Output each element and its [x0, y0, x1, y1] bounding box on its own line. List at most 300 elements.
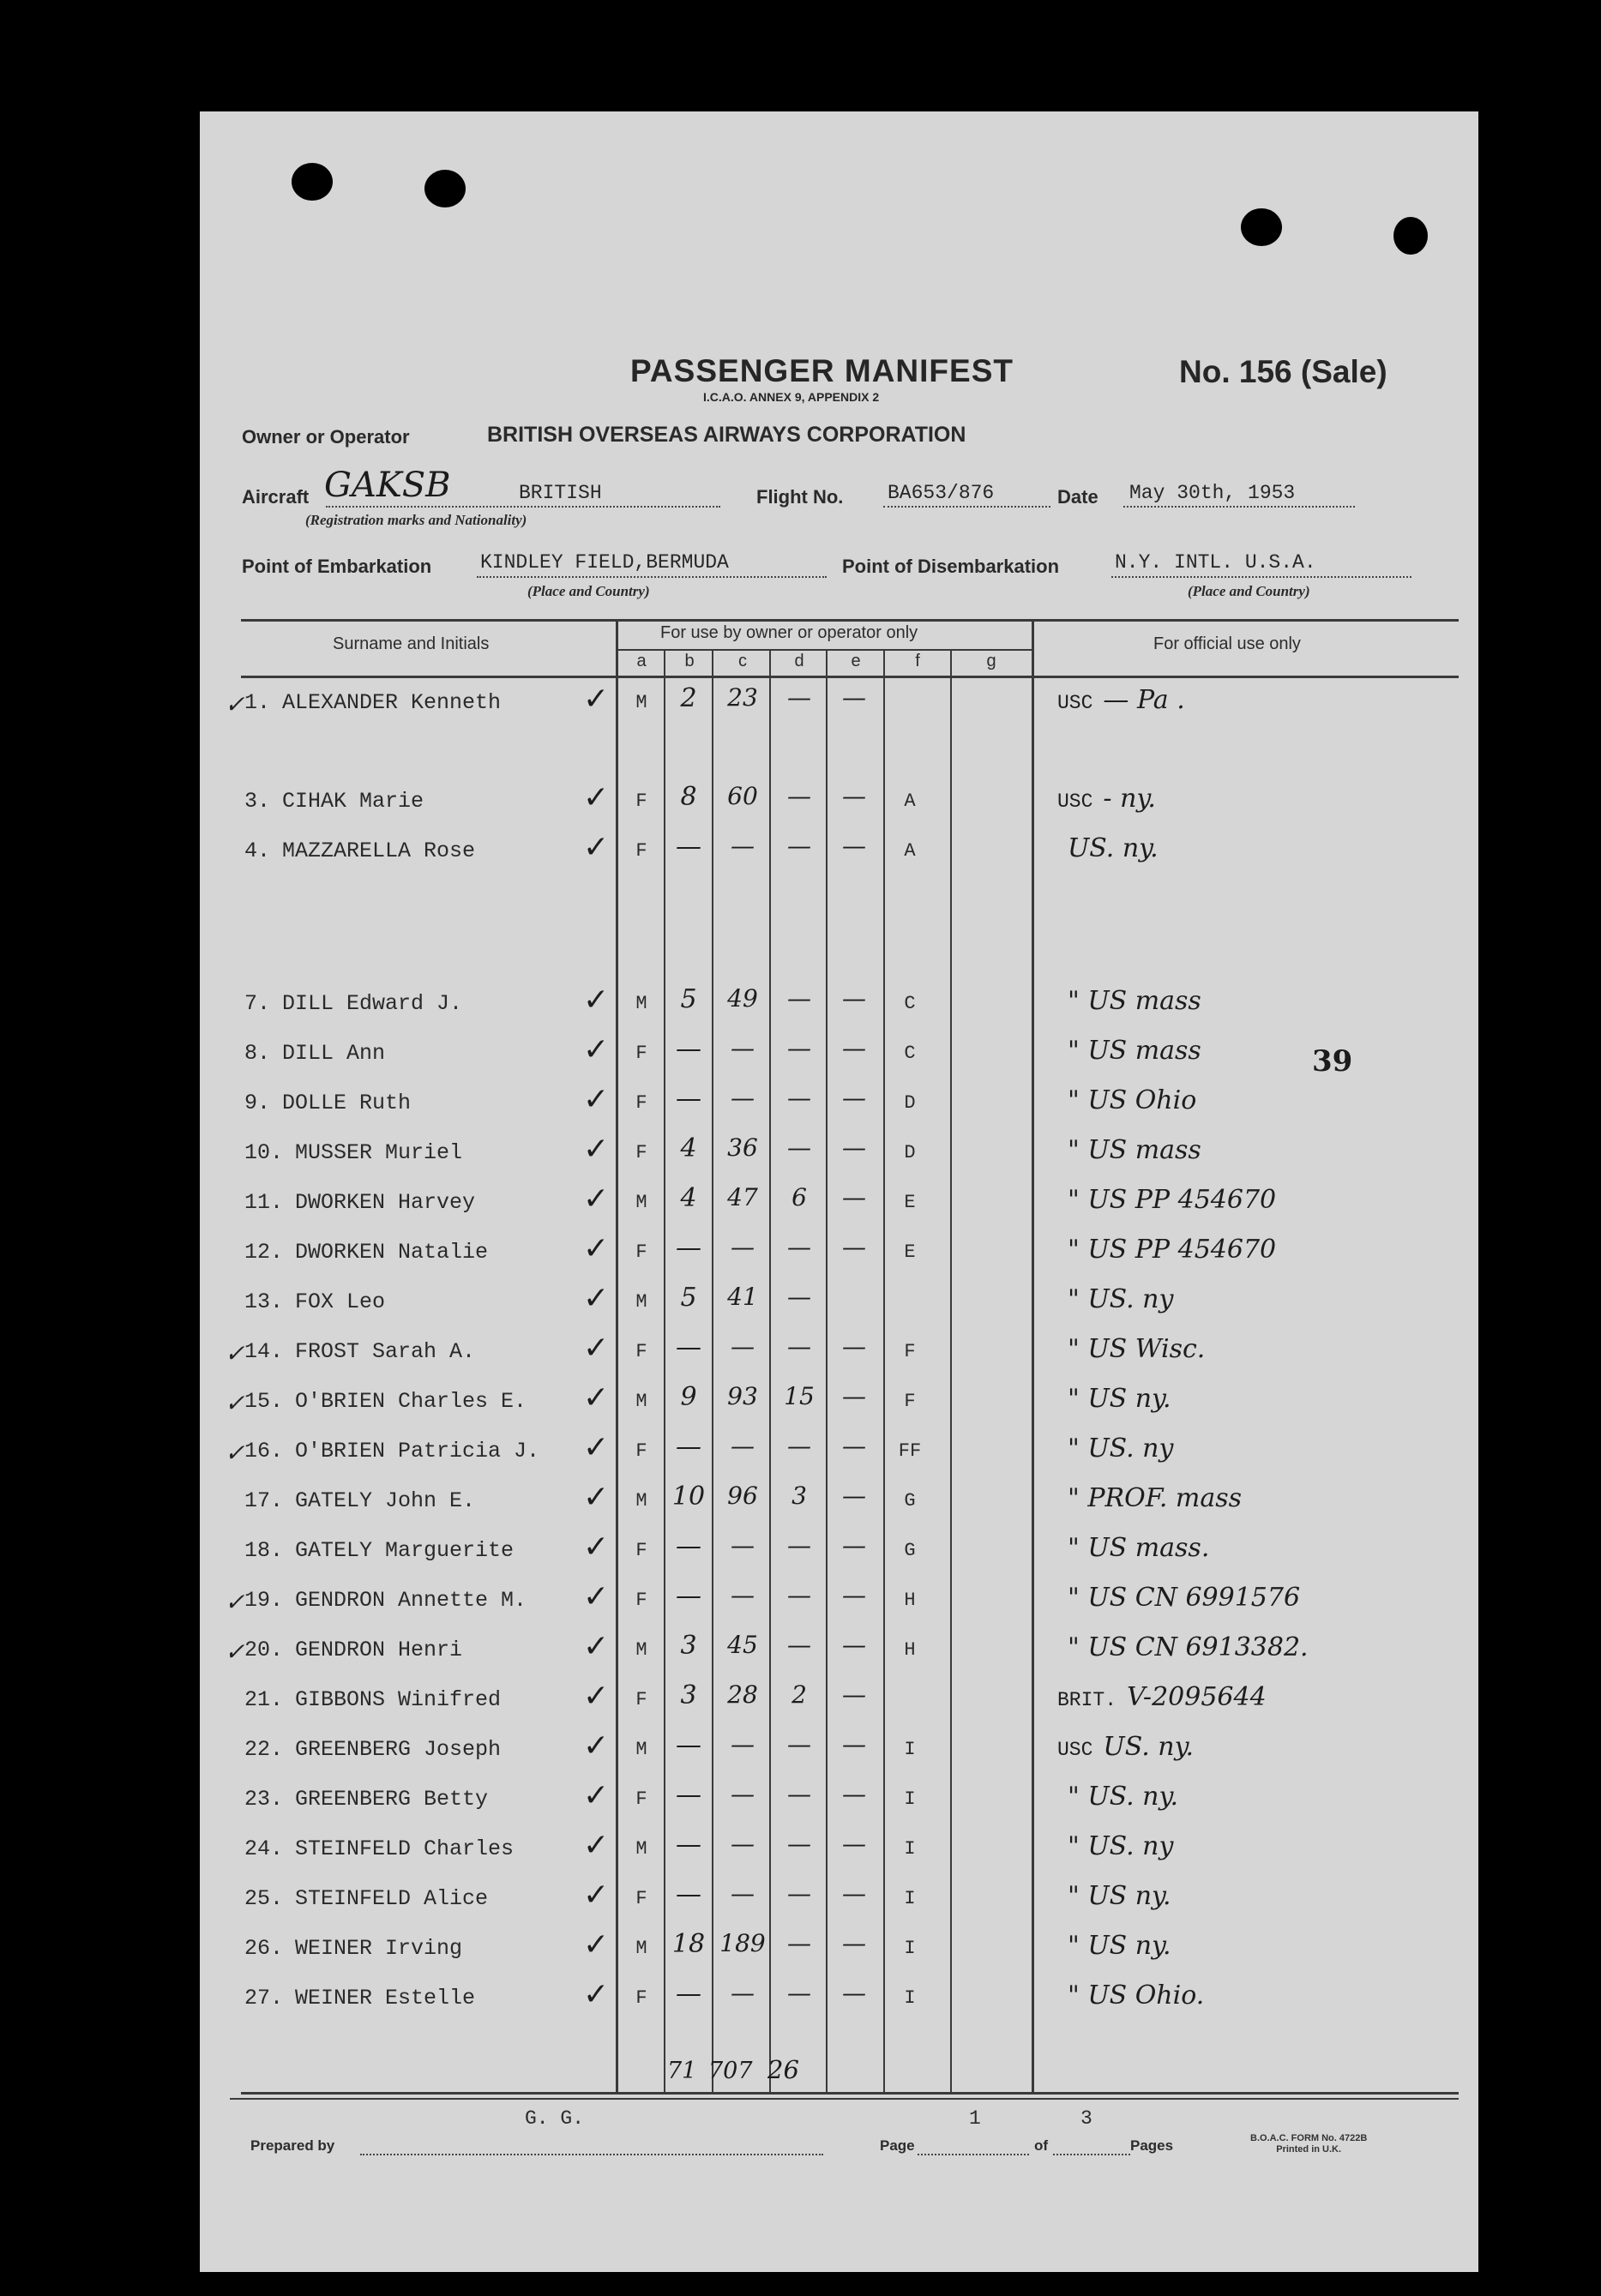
row-number: 17. [244, 1488, 284, 1513]
cell-d: — [787, 984, 811, 1013]
row-number: 15. [244, 1389, 284, 1414]
cell-d: — [787, 1730, 811, 1758]
cell-b: — [676, 1830, 701, 1860]
checkmark-icon: ✓ [583, 1530, 610, 1565]
official-handwritten: US. ny. [1103, 1732, 1195, 1762]
surname-initials: DILL Edward J. [282, 991, 463, 1016]
official-type: USC [1057, 692, 1093, 714]
official-entry [1057, 1831, 1173, 1861]
cell-c: 93 [727, 1382, 758, 1410]
cell-a-sex: F [635, 840, 647, 862]
cell-e: — [842, 1879, 866, 1908]
cell-d: 2 [791, 1680, 807, 1709]
margin-note: 39 [1312, 1044, 1353, 1079]
cell-d: 6 [791, 1183, 807, 1211]
page-subtitle: I.C.A.O. ANNEX 9, APPENDIX 2 [703, 390, 880, 404]
row-number: 12. [244, 1240, 284, 1265]
header-surname: Surname and Initials [333, 634, 490, 653]
embarkation-value: KINDLEY FIELD,BERMUDA [480, 551, 729, 574]
aircraft-underline [326, 506, 720, 508]
row-number: 14. [244, 1339, 284, 1364]
surname-initials: WEINER Estelle [295, 1986, 476, 2011]
official-entry [1057, 1881, 1171, 1911]
checkmark-icon: ✓ [583, 1828, 610, 1863]
cell-d: — [787, 1084, 811, 1112]
cell-d: — [787, 1780, 811, 1808]
cell-d: — [787, 1830, 811, 1858]
cell-d: 3 [791, 1482, 807, 1510]
cell-e: — [842, 1034, 866, 1062]
row-tick: ✓ [225, 1389, 245, 1417]
passenger-name [244, 1339, 475, 1364]
cell-b: 9 [680, 1382, 697, 1412]
cell-c: — [731, 1780, 755, 1808]
checkmark-icon: ✓ [583, 1778, 610, 1813]
pages-underline [1053, 2154, 1130, 2155]
table-top-border [241, 619, 1459, 622]
passenger-name [244, 991, 462, 1016]
passenger-name [244, 1538, 514, 1563]
cell-c: — [731, 1979, 755, 2007]
owner-label: Owner or Operator [242, 426, 410, 448]
official-entry [1057, 1980, 1204, 2011]
official-handwritten: " US ny. [1068, 1931, 1171, 1961]
cell-f: D [904, 1142, 916, 1163]
cell-f: D [904, 1092, 916, 1114]
cell-a-sex: F [635, 1987, 647, 2009]
row-number: 4. [244, 838, 271, 863]
cell-e: — [842, 1979, 866, 2007]
cell-a-sex: F [635, 1092, 647, 1114]
table-bottom-border [241, 2092, 1459, 2095]
subcol-e: e [851, 652, 861, 670]
cell-c: 28 [727, 1680, 758, 1709]
aircraft-note: (Registration marks and Nationality) [305, 512, 527, 528]
cell-b: — [676, 1432, 701, 1462]
row-number: 27. [244, 1986, 284, 2011]
official-entry [1057, 1384, 1171, 1414]
disembarkation-value: N.Y. INTL. U.S.A. [1115, 551, 1316, 574]
cell-f: F [904, 1341, 916, 1362]
official-entry [1057, 1235, 1276, 1265]
surname-initials: ALEXANDER Kenneth [282, 690, 502, 715]
surname-initials: WEINER Irving [295, 1936, 463, 1961]
cell-a-sex: M [635, 1192, 647, 1213]
surname-initials: GIBBONS Winifred [295, 1687, 502, 1712]
surname-initials: FROST Sarah A. [295, 1339, 476, 1364]
surname-initials: GREENBERG Joseph [295, 1737, 502, 1762]
row-number: 3. [244, 789, 271, 814]
surname-initials: DOLLE Ruth [282, 1091, 412, 1115]
official-entry [1057, 784, 1156, 814]
row-number: 21. [244, 1687, 284, 1712]
subcol-c: c [738, 652, 747, 670]
cell-e: — [842, 683, 866, 712]
checkmark-icon: ✓ [583, 1480, 610, 1515]
official-handwritten: " US. ny [1068, 1284, 1174, 1314]
cell-e: — [842, 1482, 866, 1510]
cell-b: — [676, 1979, 701, 2009]
cell-a-sex: F [635, 790, 647, 812]
cell-d: — [787, 832, 811, 860]
surname-initials: GENDRON Annette M. [295, 1588, 527, 1613]
cell-e: — [842, 1432, 866, 1460]
row-tick: ✓ [225, 1439, 245, 1467]
official-entry [1057, 1931, 1171, 1961]
official-handwritten: " US Ohio [1068, 1085, 1197, 1115]
flight-number: BA653/876 [888, 482, 995, 504]
official-handwritten: " US CN 6913382. [1068, 1632, 1309, 1662]
pages-label: Pages [1130, 2137, 1174, 2154]
cell-d: — [787, 1581, 811, 1609]
passenger-name [244, 789, 424, 814]
cell-b: 10 [671, 1482, 706, 1512]
official-handwritten: " US mass [1068, 1135, 1201, 1165]
passenger-name [244, 1190, 475, 1215]
row-number: 8. [244, 1041, 271, 1066]
official-type: USC [1057, 1739, 1093, 1761]
page-title: PASSENGER MANIFEST [630, 353, 1014, 388]
cell-f: I [904, 1838, 916, 1860]
cell-c: — [731, 1332, 755, 1361]
passenger-name [244, 690, 501, 715]
passenger-name [244, 1787, 488, 1812]
cell-a-sex: F [635, 1590, 647, 1611]
cell-a-sex: M [635, 993, 647, 1014]
printed-in-text: Printed in U.K. [1276, 2144, 1342, 2155]
cell-c: 45 [727, 1631, 758, 1659]
cell-a-sex: F [635, 1241, 647, 1263]
cell-b: 18 [671, 1929, 706, 1959]
official-entry [1057, 1583, 1300, 1613]
checkmark-icon: ✓ [583, 1231, 610, 1266]
checkmark-icon: ✓ [583, 830, 610, 865]
passenger-name [244, 1140, 462, 1165]
cell-d: — [787, 782, 811, 810]
page-number: 1 [969, 2107, 981, 2130]
cell-c: — [731, 1730, 755, 1758]
cell-c: 36 [727, 1133, 758, 1162]
surname-initials: FOX Leo [295, 1289, 386, 1314]
passenger-name [244, 1240, 488, 1265]
cell-f: I [904, 1739, 916, 1760]
cell-e: — [842, 782, 866, 810]
cell-f: A [904, 840, 916, 862]
surname-initials: GENDRON Henri [295, 1638, 463, 1662]
cell-b: — [676, 1084, 701, 1114]
official-handwritten: " US mass. [1068, 1533, 1210, 1563]
official-handwritten: " US. ny. [1068, 1782, 1178, 1812]
passenger-name [244, 1439, 539, 1464]
official-entry [1057, 833, 1159, 863]
cell-c: — [731, 832, 755, 860]
row-number: 19. [244, 1588, 284, 1613]
cell-c: 41 [727, 1283, 758, 1311]
surname-initials: GATELY Marguerite [295, 1538, 515, 1563]
checkmark-icon: ✓ [583, 1579, 610, 1614]
total-d: 26 [767, 2055, 799, 2084]
row-tick: ✓ [225, 690, 245, 718]
official-handwritten: " US mass [1068, 986, 1201, 1016]
surname-initials: DWORKEN Natalie [295, 1240, 489, 1265]
cell-f: FF [898, 1440, 922, 1462]
cell-f: E [904, 1241, 916, 1263]
official-handwritten: " PROF. mass [1068, 1483, 1243, 1513]
cell-e: — [842, 1780, 866, 1808]
disembarkation-underline [1111, 576, 1411, 578]
owner-value: BRITISH OVERSEAS AIRWAYS CORPORATION [487, 423, 966, 447]
subcol-d: d [794, 652, 804, 670]
cell-b: — [676, 1531, 701, 1561]
official-entry [1057, 1533, 1209, 1563]
surname-initials: O'BRIEN Charles E. [295, 1389, 527, 1414]
checkmark-icon: ✓ [583, 983, 610, 1018]
cell-b: 3 [680, 1680, 697, 1710]
cell-a-sex: F [635, 1440, 647, 1462]
cell-a-sex: M [635, 692, 647, 713]
cell-c: — [731, 1034, 755, 1062]
row-number: 24. [244, 1836, 284, 1861]
official-handwritten: - ny. [1103, 784, 1156, 814]
passenger-name [244, 1289, 385, 1314]
cell-f: I [904, 1888, 916, 1909]
total-c: 707 [708, 2058, 753, 2084]
official-handwritten: " US PP 454670 [1068, 1185, 1277, 1215]
disembarkation-label: Point of Disembarkation [842, 556, 1060, 577]
passenger-name [244, 1588, 527, 1613]
checkmark-icon: ✓ [583, 1082, 610, 1117]
checkmark-icon: ✓ [583, 1430, 610, 1465]
cell-d: — [787, 1879, 811, 1908]
cell-b: — [676, 1233, 701, 1263]
surname-initials: STEINFELD Charles [295, 1836, 515, 1861]
cell-a-sex: M [635, 1838, 647, 1860]
checkmark-icon: ✓ [583, 682, 610, 717]
surname-initials: O'BRIEN Patricia J. [295, 1439, 540, 1464]
row-number: 7. [244, 991, 271, 1016]
cell-e: — [842, 1730, 866, 1758]
cell-e: — [842, 1332, 866, 1361]
subcol-f: f [915, 652, 920, 670]
cell-d: — [787, 1034, 811, 1062]
cell-c: — [731, 1432, 755, 1460]
cell-f: H [904, 1639, 916, 1661]
page-underline [918, 2154, 1029, 2155]
cell-d: — [787, 1979, 811, 2007]
surname-initials: DILL Ann [282, 1041, 386, 1066]
official-handwritten: " US ny. [1068, 1881, 1171, 1911]
cell-d: — [787, 1332, 811, 1361]
row-number: 1. [244, 690, 271, 715]
prepared-by-underline [360, 2154, 823, 2155]
passenger-name [244, 1389, 527, 1414]
official-entry [1057, 1036, 1201, 1066]
header-owner-use: For use by owner or operator only [660, 623, 918, 642]
punch-hole-right [1241, 208, 1282, 246]
official-entry [1057, 1334, 1205, 1364]
cell-e: — [842, 1531, 866, 1560]
official-handwritten: " US ny. [1068, 1384, 1171, 1414]
official-handwritten: US. ny. [1068, 833, 1159, 863]
cell-f: A [904, 790, 916, 812]
cell-c: — [731, 1084, 755, 1112]
of-label: of [1034, 2137, 1049, 2154]
checkmark-icon: ✓ [583, 1927, 610, 1962]
passenger-name [244, 1638, 462, 1662]
checkmark-icon: ✓ [583, 1281, 610, 1316]
cell-d: — [787, 1631, 811, 1659]
cell-c: — [731, 1830, 755, 1858]
form-code-text: B.O.A.C. FORM No. 4722B [1250, 2133, 1368, 2143]
surname-initials: MAZZARELLA Rose [282, 838, 476, 863]
passenger-name [244, 1091, 411, 1115]
official-entry [1057, 1682, 1267, 1712]
cell-c: 60 [727, 782, 758, 810]
cell-d: — [787, 1133, 811, 1162]
date-label: Date [1057, 486, 1098, 508]
date-value: May 30th, 1953 [1129, 482, 1296, 504]
cell-b: — [676, 1879, 701, 1909]
checkmark-icon: ✓ [583, 1728, 610, 1764]
cell-d: — [787, 683, 811, 712]
cell-b: — [676, 1034, 701, 1064]
official-type: USC [1057, 790, 1093, 813]
official-entry [1057, 986, 1201, 1016]
cell-b: 8 [680, 782, 697, 812]
cell-b: — [676, 1581, 701, 1611]
checkmark-icon: ✓ [583, 1679, 610, 1714]
official-entry [1057, 1433, 1173, 1464]
cell-f: F [904, 1391, 916, 1412]
cell-a-sex: M [635, 1739, 647, 1760]
cell-a-sex: F [635, 1540, 647, 1561]
cell-c: — [731, 1581, 755, 1609]
cell-d: — [787, 1283, 811, 1311]
cell-a-sex: F [635, 1142, 647, 1163]
embarkation-note: (Place and Country) [527, 583, 650, 599]
prepared-by-label: Prepared by [250, 2137, 335, 2154]
cell-f: I [904, 1938, 916, 1959]
passenger-name [244, 1687, 501, 1712]
passenger-name [244, 1488, 475, 1513]
official-entry [1057, 1732, 1194, 1762]
prepared-by-value: G. G. [525, 2107, 585, 2130]
cell-d: — [787, 1531, 811, 1560]
subcol-a: a [636, 652, 647, 670]
row-number: 20. [244, 1638, 284, 1662]
cell-c: 47 [727, 1183, 758, 1211]
official-entry [1057, 1135, 1201, 1165]
surname-initials: STEINFELD Alice [295, 1886, 489, 1911]
cell-b: — [676, 1730, 701, 1760]
cell-e: — [842, 1680, 866, 1709]
table-header-bottom [241, 676, 1459, 678]
cell-e: — [842, 1133, 866, 1162]
cell-a-sex: F [635, 1788, 647, 1810]
cell-d: — [787, 1233, 811, 1261]
cell-e: — [842, 1183, 866, 1211]
checkmark-icon: ✓ [583, 1132, 610, 1167]
row-tick: ✓ [225, 1588, 245, 1616]
cell-b: — [676, 832, 701, 862]
cell-b: 4 [680, 1133, 697, 1163]
cell-e: — [842, 1382, 866, 1410]
cell-a-sex: M [635, 1490, 647, 1512]
official-entry [1057, 1284, 1173, 1314]
official-handwritten: " US. ny [1068, 1831, 1174, 1861]
cell-f: G [904, 1490, 916, 1512]
official-handwritten: " US. ny [1068, 1433, 1174, 1464]
row-number: 25. [244, 1886, 284, 1911]
cell-c: 23 [727, 683, 758, 712]
subcol-g: g [986, 652, 996, 670]
row-number: 13. [244, 1289, 284, 1314]
surname-initials: MUSSER Muriel [295, 1140, 463, 1165]
subcol-b: b [684, 652, 695, 670]
cell-c: — [731, 1879, 755, 1908]
cell-e: — [842, 1581, 866, 1609]
punch-hole-center [424, 170, 466, 207]
cell-e: — [842, 984, 866, 1013]
official-entry [1057, 1185, 1276, 1215]
cell-f: C [904, 993, 916, 1014]
checkmark-icon: ✓ [583, 780, 610, 815]
cell-e: — [842, 1084, 866, 1112]
disembarkation-note: (Place and Country) [1188, 583, 1310, 599]
footer-top-border [230, 2098, 1459, 2100]
cell-f: C [904, 1043, 916, 1064]
cell-a-sex: M [635, 1291, 647, 1313]
row-number: 22. [244, 1737, 284, 1762]
official-entry [1057, 1782, 1178, 1812]
cell-b: 5 [680, 1283, 697, 1313]
official-entry [1057, 1483, 1242, 1513]
cell-e: — [842, 1233, 866, 1261]
surname-initials: GREENBERG Betty [295, 1787, 489, 1812]
cell-e: — [842, 1929, 866, 1957]
cell-b: 3 [680, 1631, 697, 1661]
cell-e: — [842, 832, 866, 860]
passenger-name [244, 1986, 475, 2011]
passenger-name [244, 838, 475, 863]
form-number: No. 156 (Sale) [1179, 354, 1387, 389]
official-entry [1057, 1632, 1309, 1662]
cell-c: — [731, 1531, 755, 1560]
checkmark-icon: ✓ [583, 1629, 610, 1664]
page-label: Page [880, 2137, 915, 2154]
cell-b: 5 [680, 984, 697, 1014]
surname-initials: GATELY John E. [295, 1488, 476, 1513]
flight-underline [883, 506, 1050, 508]
row-number: 10. [244, 1140, 284, 1165]
row-tick: ✓ [225, 1339, 245, 1367]
cell-e: — [842, 1631, 866, 1659]
cell-a-sex: F [635, 1689, 647, 1710]
passenger-row [0, 682, 1601, 740]
official-handwritten: — Pa . [1103, 685, 1185, 715]
cell-d: — [787, 1432, 811, 1460]
cell-a-sex: M [635, 1391, 647, 1412]
official-handwritten: " US mass [1068, 1036, 1201, 1066]
aircraft-nationality: BRITISH [519, 482, 602, 504]
cell-a-sex: M [635, 1938, 647, 1959]
row-number: 11. [244, 1190, 284, 1215]
passenger-name [244, 1936, 462, 1961]
official-entry [1057, 1085, 1196, 1115]
cell-f: E [904, 1192, 916, 1213]
boac-form-code [1250, 2133, 1367, 2155]
row-number: 9. [244, 1091, 271, 1115]
